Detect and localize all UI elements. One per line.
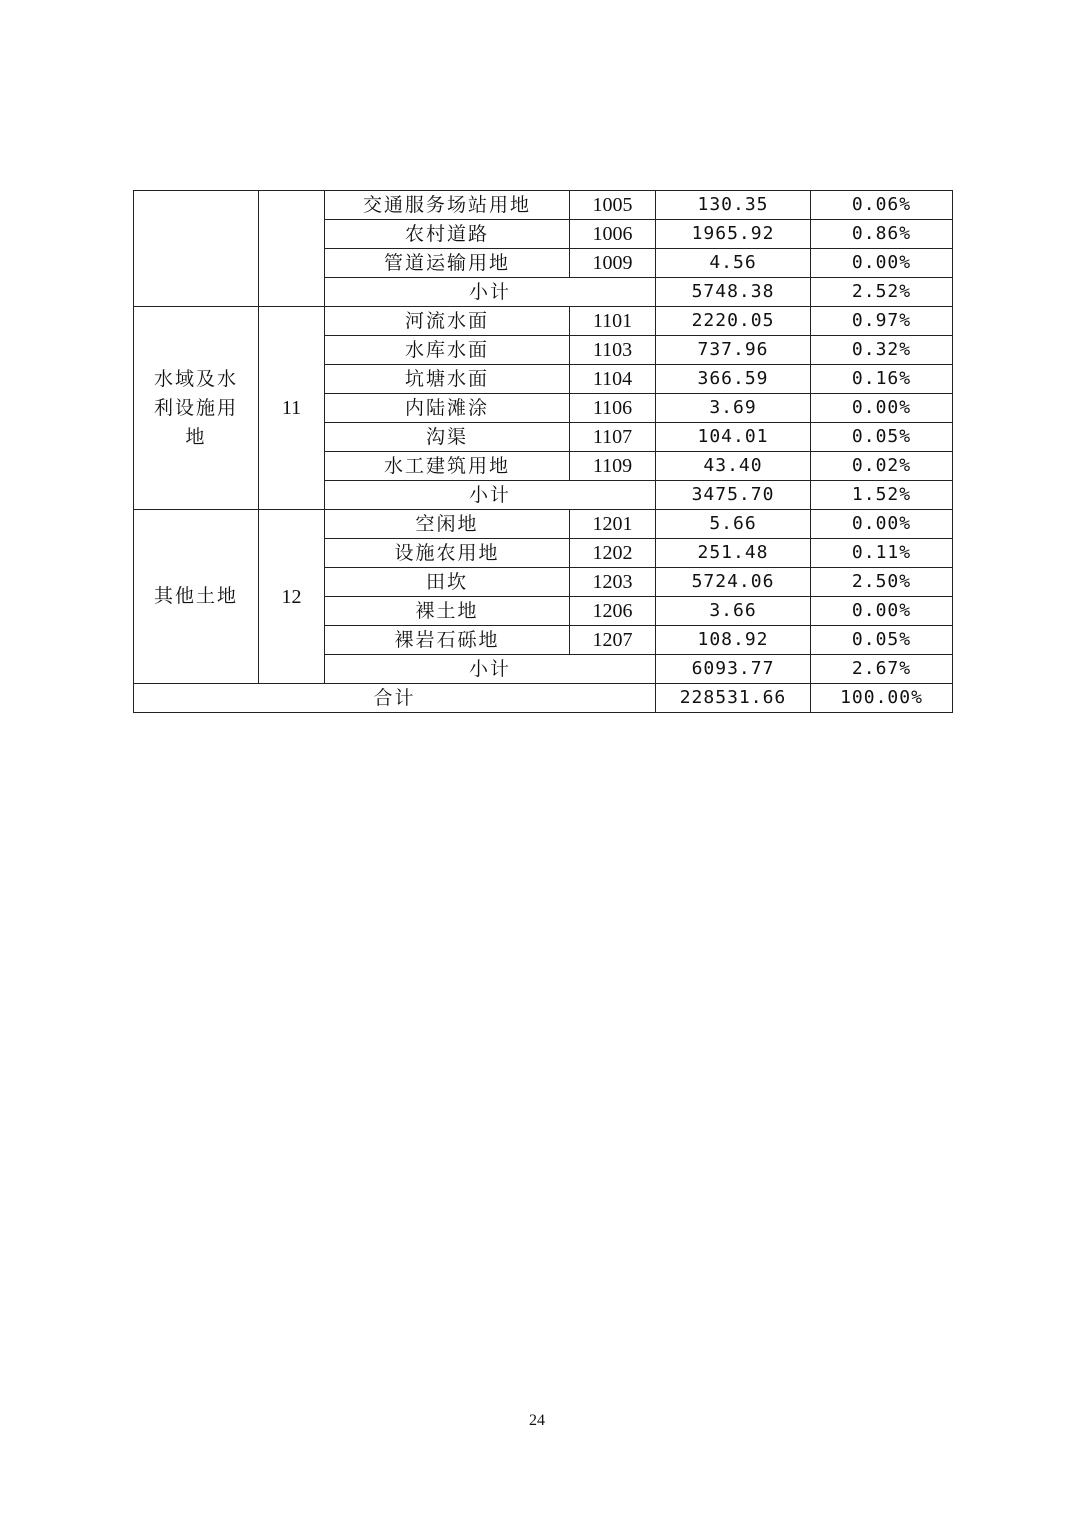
area-cell: 366.59 xyxy=(656,365,811,394)
subcategory-code-cell: 1207 xyxy=(570,626,656,655)
subcategory-code-cell: 1202 xyxy=(570,539,656,568)
subcategory-name-cell: 水库水面 xyxy=(325,336,570,365)
area-cell: 5724.06 xyxy=(656,568,811,597)
total-row xyxy=(134,684,953,713)
subcategory-code-cell: 1106 xyxy=(570,394,656,423)
subcategory-name-cell: 内陆滩涂 xyxy=(325,394,570,423)
ratio-cell: 0.11% xyxy=(811,539,953,568)
subcategory-code-cell: 1101 xyxy=(570,307,656,336)
ratio-cell: 0.00% xyxy=(811,510,953,539)
subcategory-name-cell: 管道运输用地 xyxy=(325,249,570,278)
total-area-cell: 228531.66 xyxy=(656,684,811,713)
subtotal-ratio-cell: 2.52% xyxy=(811,278,953,307)
ratio-cell: 0.16% xyxy=(811,365,953,394)
subcategory-code-cell: 1103 xyxy=(570,336,656,365)
subcategory-name-cell: 交通服务场站用地 xyxy=(325,191,570,220)
subcategory-name-cell: 水工建筑用地 xyxy=(325,452,570,481)
subcategory-name-cell: 裸土地 xyxy=(325,597,570,626)
area-cell: 43.40 xyxy=(656,452,811,481)
area-cell: 737.96 xyxy=(656,336,811,365)
subcategory-name-cell: 河流水面 xyxy=(325,307,570,336)
subtotal-area-cell: 3475.70 xyxy=(656,481,811,510)
land-use-table-body xyxy=(134,191,953,713)
subtotal-ratio-cell: 1.52% xyxy=(811,481,953,510)
ratio-cell: 0.00% xyxy=(811,394,953,423)
total-label-cell: 合计 xyxy=(134,684,656,713)
area-cell: 251.48 xyxy=(656,539,811,568)
land-use-table xyxy=(133,190,953,713)
subcategory-code-cell: 1005 xyxy=(570,191,656,220)
ratio-cell: 0.00% xyxy=(811,249,953,278)
subcategory-name-cell: 沟渠 xyxy=(325,423,570,452)
ratio-cell: 2.50% xyxy=(811,568,953,597)
table-row xyxy=(134,307,953,336)
ratio-cell: 0.05% xyxy=(811,423,953,452)
subcategory-name-cell: 裸岩石砾地 xyxy=(325,626,570,655)
subcategory-code-cell: 1201 xyxy=(570,510,656,539)
subcategory-code-cell: 1206 xyxy=(570,597,656,626)
subcategory-name-cell: 设施农用地 xyxy=(325,539,570,568)
ratio-cell: 0.02% xyxy=(811,452,953,481)
subcategory-name-cell: 空闲地 xyxy=(325,510,570,539)
ratio-cell: 0.32% xyxy=(811,336,953,365)
subcategory-name-cell: 农村道路 xyxy=(325,220,570,249)
subtotal-area-cell: 5748.38 xyxy=(656,278,811,307)
subcategory-code-cell: 1006 xyxy=(570,220,656,249)
subtotal-ratio-cell: 2.67% xyxy=(811,655,953,684)
area-cell: 3.69 xyxy=(656,394,811,423)
area-cell: 3.66 xyxy=(656,597,811,626)
subtotal-area-cell: 6093.77 xyxy=(656,655,811,684)
subcategory-code-cell: 1109 xyxy=(570,452,656,481)
subcategory-name-cell: 坑塘水面 xyxy=(325,365,570,394)
category-name-cell xyxy=(134,191,259,307)
category-code-cell: 11 xyxy=(259,307,325,510)
category-name-cell: 水域及水利设施用地 xyxy=(134,307,259,510)
subcategory-code-cell: 1009 xyxy=(570,249,656,278)
subcategory-code-cell: 1203 xyxy=(570,568,656,597)
subcategory-code-cell: 1107 xyxy=(570,423,656,452)
total-ratio-cell: 100.00% xyxy=(811,684,953,713)
ratio-cell: 0.00% xyxy=(811,597,953,626)
area-cell: 4.56 xyxy=(656,249,811,278)
area-cell: 5.66 xyxy=(656,510,811,539)
table-row xyxy=(134,191,953,220)
ratio-cell: 0.86% xyxy=(811,220,953,249)
category-code-cell xyxy=(259,191,325,307)
area-cell: 130.35 xyxy=(656,191,811,220)
area-cell: 2220.05 xyxy=(656,307,811,336)
category-code-cell: 12 xyxy=(259,510,325,684)
subcategory-name-cell: 田坎 xyxy=(325,568,570,597)
page-number: 24 xyxy=(529,1412,545,1429)
area-cell: 104.01 xyxy=(656,423,811,452)
subtotal-label-cell: 小计 xyxy=(325,655,656,684)
area-cell: 1965.92 xyxy=(656,220,811,249)
area-cell: 108.92 xyxy=(656,626,811,655)
ratio-cell: 0.97% xyxy=(811,307,953,336)
subtotal-label-cell: 小计 xyxy=(325,278,656,307)
category-name-cell: 其他土地 xyxy=(134,510,259,684)
table-row xyxy=(134,510,953,539)
ratio-cell: 0.05% xyxy=(811,626,953,655)
ratio-cell: 0.06% xyxy=(811,191,953,220)
subcategory-code-cell: 1104 xyxy=(570,365,656,394)
subtotal-label-cell: 小计 xyxy=(325,481,656,510)
